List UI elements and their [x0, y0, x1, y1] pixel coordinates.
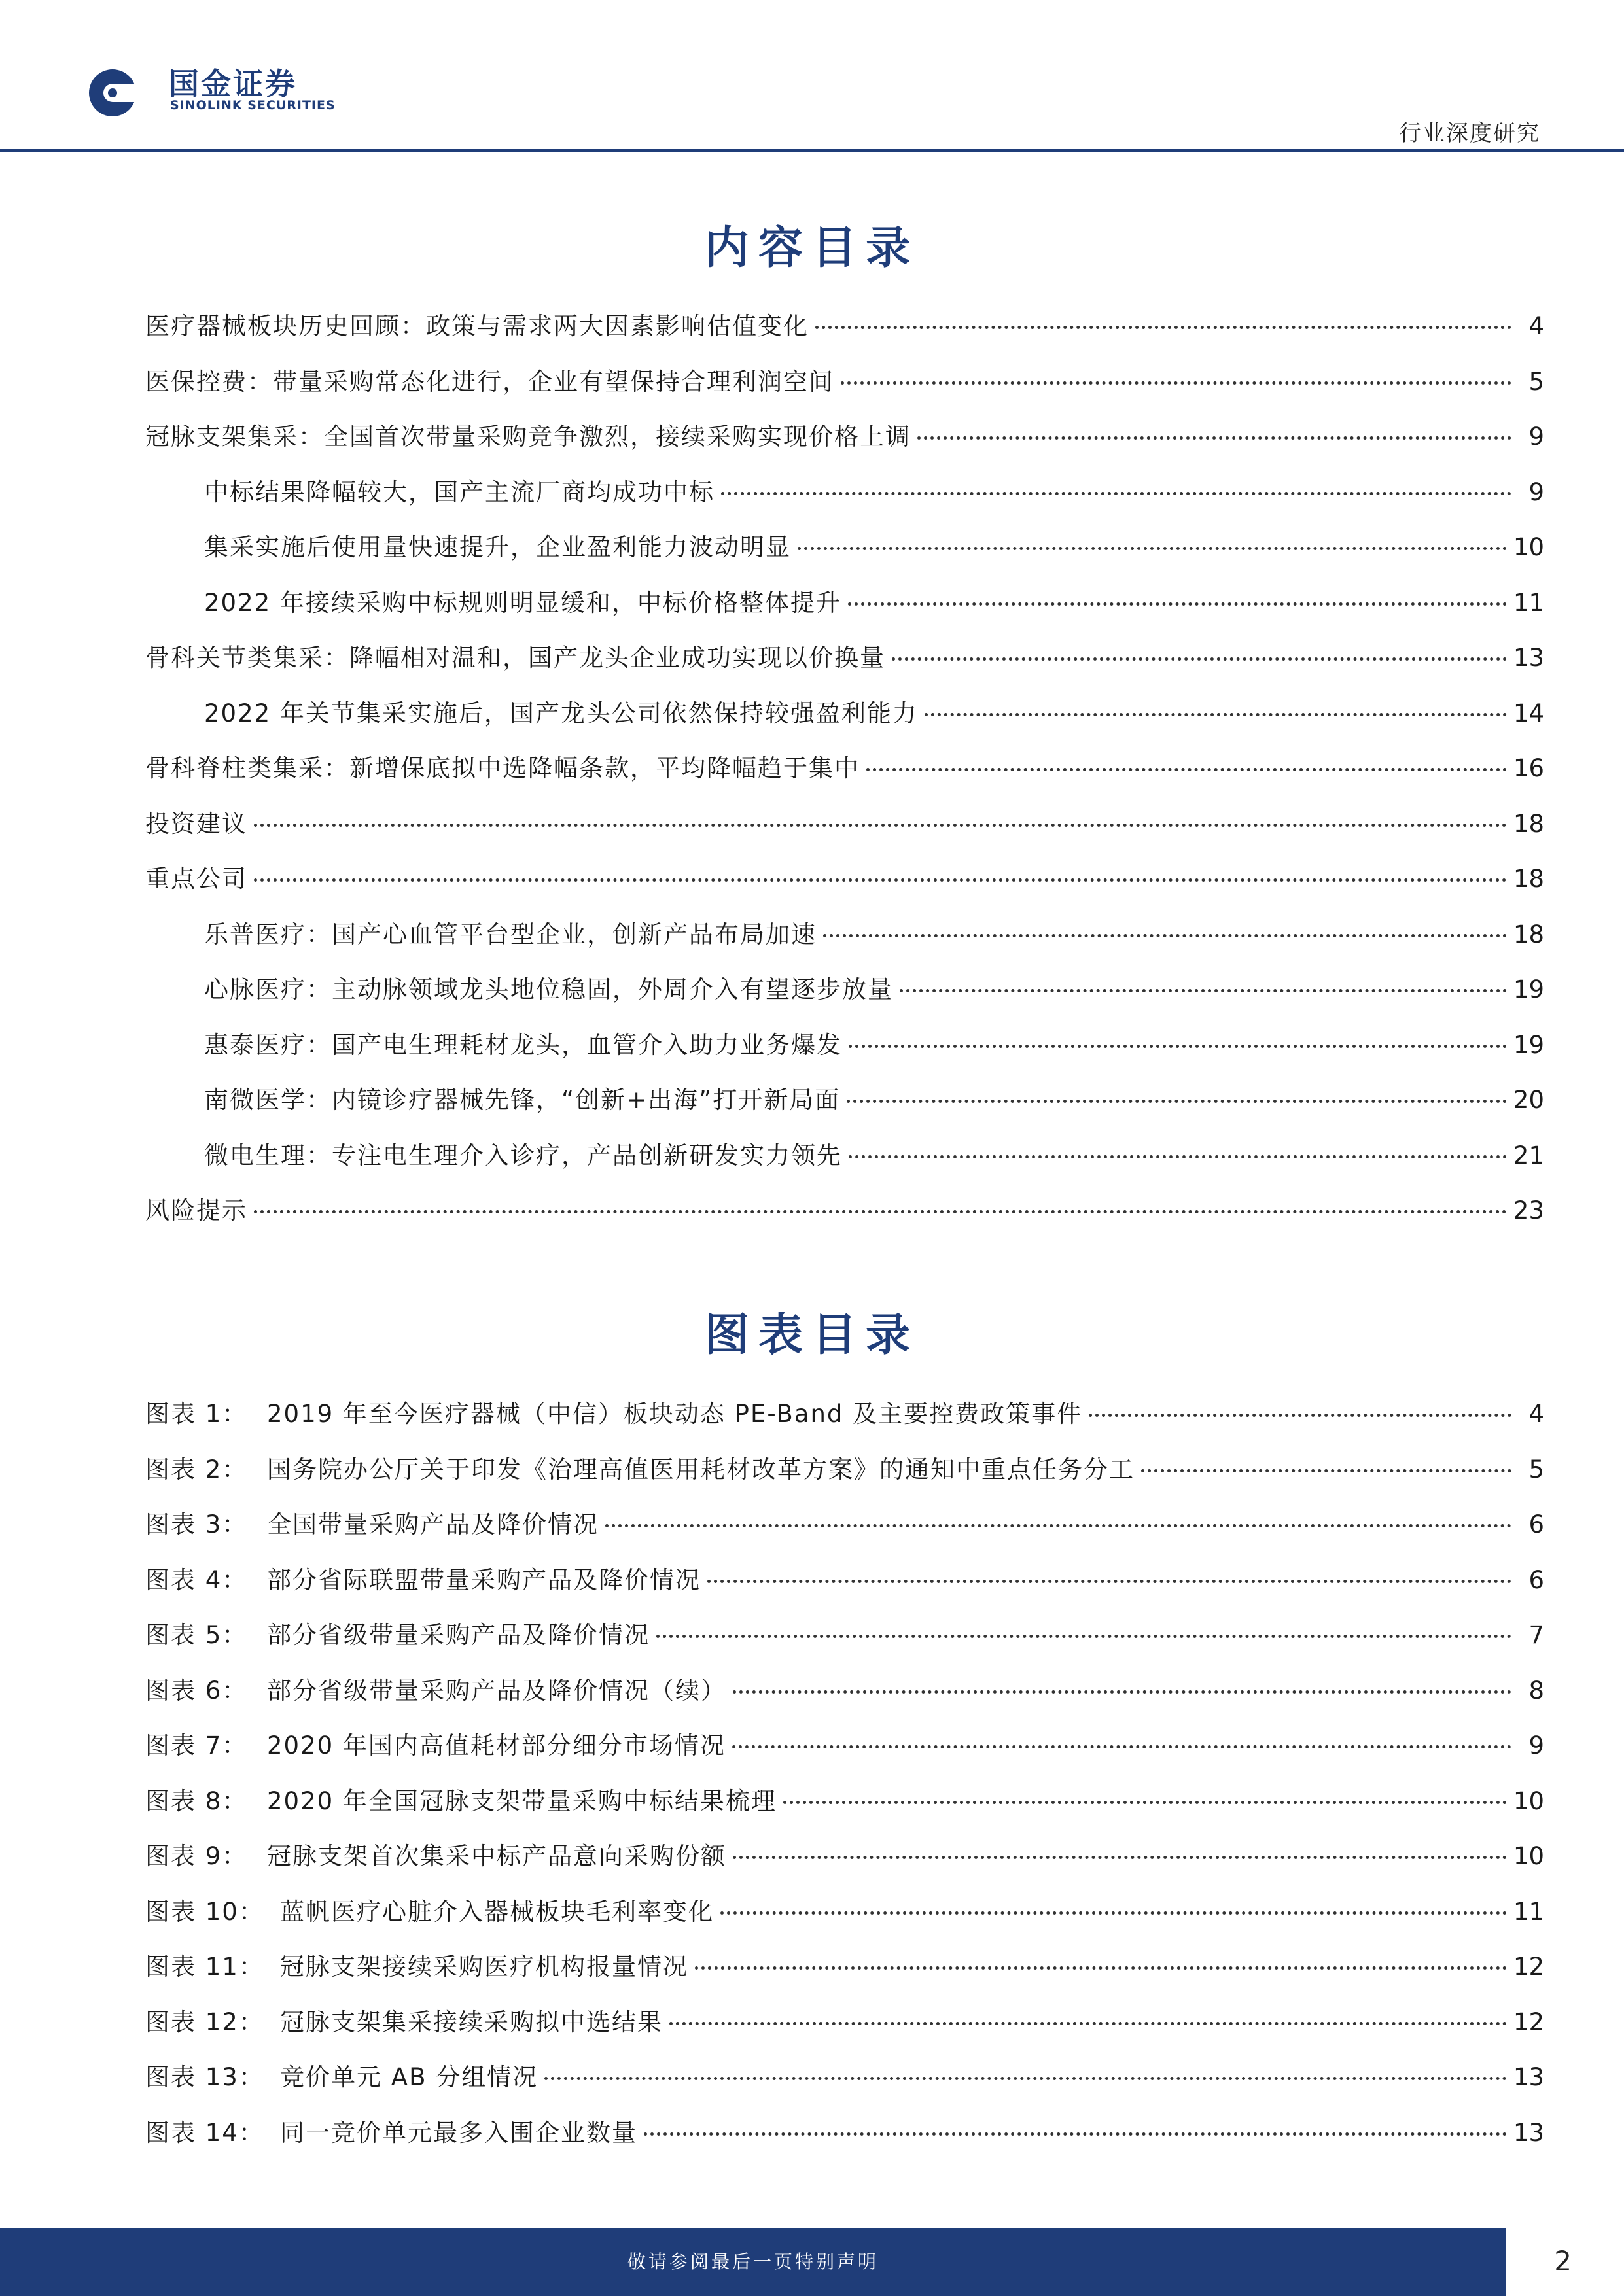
toc-entry-text: 中标结果降幅较大，国产主流厂商均成功中标: [204, 478, 715, 506]
toc-entry-page: 18: [1513, 920, 1544, 948]
toc-entry-text: 2022 年接续采购中标规则明显缓和，中标价格整体提升: [204, 588, 841, 617]
figure-entry[interactable]: [145, 2002, 1544, 2058]
toc-entry[interactable]: [145, 362, 1544, 417]
dot-leader: [848, 602, 1507, 606]
figures-list: [145, 1394, 1544, 2168]
toc-entry-page: 21: [1513, 1141, 1544, 1170]
figure-entry-page: 10: [1513, 1786, 1544, 1815]
figures-title: 图表目录: [704, 1309, 919, 1361]
figure-entry-page: 6: [1528, 1565, 1544, 1594]
toc-entry-page: 10: [1513, 533, 1544, 561]
figure-entry-text: 2020 年全国冠脉支架带量采购中标结果梳理: [267, 1786, 777, 1815]
dot-leader: [733, 1856, 1507, 1859]
dot-leader: [823, 934, 1507, 937]
toc-entry-text: 骨科脊柱类集采：新增保底拟中选降幅条款，平均降幅趋于集中: [145, 754, 860, 782]
figure-entry-page: 12: [1513, 1953, 1544, 1981]
toc-entry-page: 4: [1528, 312, 1544, 340]
toc-entry-text: 惠泰医疗：国产电生理耗材龙头，血管介入助力业务爆发: [204, 1030, 842, 1059]
dot-leader: [732, 1745, 1511, 1748]
figure-entry-page: 4: [1528, 1400, 1544, 1428]
toc-subentry[interactable]: [145, 693, 1544, 749]
toc-entry-page: 9: [1528, 478, 1544, 506]
figure-label: 图表 5：: [145, 1621, 248, 1649]
report-type-label: 行业深度研究: [1399, 120, 1540, 147]
contents-list: [145, 306, 1544, 1246]
toc-entry-page: 20: [1513, 1086, 1544, 1114]
dot-leader: [815, 326, 1511, 329]
figure-entry-text: 蓝帆医疗心脏介入器械板块毛利率变化: [280, 1897, 714, 1926]
logo-english-name: SINOLINK SECURITIES: [170, 98, 336, 113]
dot-leader: [720, 1911, 1507, 1915]
page-footer: [0, 2228, 1624, 2296]
dot-leader: [669, 2022, 1507, 2025]
toc-entry-text: 2022 年关节集采实施后，国产龙头公司依然保持较强盈利能力: [204, 699, 918, 727]
toc-subentry[interactable]: [145, 1136, 1544, 1191]
figure-label: 图表 9：: [145, 1842, 248, 1870]
figure-entry-text: 同一竞价单元最多入围企业数量: [280, 2118, 637, 2147]
figure-label: 图表 8：: [145, 1786, 248, 1815]
figure-entry-text: 部分省级带量采购产品及降价情况（续）: [267, 1676, 726, 1705]
dot-leader: [1141, 1469, 1511, 1472]
toc-entry-page: 16: [1513, 754, 1544, 782]
toc-entry-text: 医保控费：带量采购常态化进行，企业有望保持合理利润空间: [145, 367, 834, 396]
dot-leader: [254, 878, 1507, 882]
dot-leader: [544, 2077, 1507, 2080]
figure-entry-text: 部分省级带量采购产品及降价情况: [267, 1621, 650, 1649]
toc-entry-text: 骨科关节类集采：降幅相对温和，国产龙头企业成功实现以价换量: [145, 644, 885, 672]
dot-leader: [892, 657, 1507, 661]
toc-entry-text: 冠脉支架集采：全国首次带量采购竞争激烈，接续采购实现价格上调: [145, 423, 911, 451]
figure-entry-page: 13: [1513, 2118, 1544, 2147]
figure-label: 图表 3：: [145, 1510, 248, 1539]
dot-leader: [917, 436, 1511, 440]
figure-entry-page: 7: [1528, 1621, 1544, 1649]
toc-entry[interactable]: [145, 1191, 1544, 1246]
dot-leader: [721, 492, 1511, 495]
toc-entry-page: 11: [1513, 588, 1544, 617]
figure-entry-text: 冠脉支架首次集采中标产品意向采购份额: [267, 1842, 726, 1870]
figure-entry-text: 全国带量采购产品及降价情况: [267, 1510, 599, 1539]
toc-entry-text: 南微医学：内镜诊疗器械先锋，“创新+出海”打开新局面: [204, 1086, 841, 1114]
dot-leader: [605, 1524, 1511, 1527]
figure-entry-page: 12: [1513, 2008, 1544, 2036]
figure-label: 图表 10：: [145, 1897, 264, 1926]
dot-leader: [900, 989, 1507, 992]
figure-entry-page: 5: [1528, 1455, 1544, 1484]
toc-entry-page: 18: [1513, 809, 1544, 838]
dot-leader: [841, 381, 1511, 385]
figure-entry-page: 6: [1528, 1510, 1544, 1539]
dot-leader: [695, 1966, 1507, 1970]
footer-disclaimer: 敬请参阅最后一页特别声明: [627, 2251, 879, 2272]
toc-subentry[interactable]: [145, 472, 1544, 528]
toc-entry-text: 乐普医疗：国产心血管平台型企业，创新产品布局加速: [204, 920, 817, 948]
dot-leader: [644, 2132, 1507, 2136]
dot-leader: [1089, 1414, 1511, 1417]
figure-entry-page: 10: [1513, 1842, 1544, 1870]
figure-entry[interactable]: [145, 1892, 1544, 1947]
figure-label: 图表 13：: [145, 2063, 264, 2091]
toc-entry[interactable]: [145, 804, 1544, 860]
toc-entry[interactable]: [145, 306, 1544, 362]
dot-leader: [783, 1801, 1507, 1804]
figure-entry[interactable]: [145, 1671, 1544, 1726]
header-divider: [0, 149, 1624, 152]
figure-entry[interactable]: [145, 1726, 1544, 1781]
toc-entry-text: 医疗器械板块历史回顾：政策与需求两大因素影响估值变化: [145, 312, 809, 340]
figure-entry[interactable]: [145, 1947, 1544, 2002]
figure-entry-page: 13: [1513, 2063, 1544, 2091]
toc-entry[interactable]: [145, 638, 1544, 693]
figure-entry-page: 9: [1528, 1731, 1544, 1760]
figure-entry-text: 国务院办公厅关于印发《治理高值医用耗材改革方案》的通知中重点任务分工: [267, 1455, 1135, 1484]
figure-entry[interactable]: [145, 1505, 1544, 1560]
dot-leader: [707, 1580, 1511, 1583]
figure-entry-text: 2019 年至今医疗器械（中信）板块动态 PE-Band 及主要控费政策事件: [267, 1400, 1083, 1428]
figure-entry-page: 8: [1528, 1676, 1544, 1705]
page-header: [0, 0, 1624, 152]
figure-entry-text: 部分省际联盟带量采购产品及降价情况: [267, 1565, 701, 1594]
figure-entry[interactable]: [145, 1450, 1544, 1505]
dot-leader: [866, 768, 1507, 771]
dot-leader: [254, 824, 1507, 827]
toc-entry[interactable]: [145, 859, 1544, 914]
toc-entry[interactable]: [145, 417, 1544, 472]
figure-label: 图表 11：: [145, 1953, 264, 1981]
figure-label: 图表 6：: [145, 1676, 248, 1705]
toc-entry-page: 9: [1528, 423, 1544, 451]
toc-entry-page: 14: [1513, 699, 1544, 727]
dot-leader: [849, 1155, 1507, 1158]
dot-leader: [656, 1635, 1511, 1638]
toc-entry-text: 微电生理：专注电生理介入诊疗，产品创新研发实力领先: [204, 1141, 842, 1170]
page-number: 2: [1554, 2245, 1572, 2277]
toc-subentry[interactable]: [145, 583, 1544, 638]
figure-entry[interactable]: [145, 1781, 1544, 1837]
dot-leader: [847, 1100, 1507, 1103]
toc-entry-page: 19: [1513, 1030, 1544, 1059]
toc-subentry[interactable]: [145, 1025, 1544, 1081]
dot-leader: [798, 547, 1507, 550]
toc-entry-text: 风险提示: [145, 1196, 247, 1225]
figure-entry[interactable]: [145, 1394, 1544, 1450]
figure-entry[interactable]: [145, 1615, 1544, 1671]
figure-entry[interactable]: [145, 1560, 1544, 1616]
toc-entry-text: 心脉医疗：主动脉领域龙头地位稳固，外周介入有望逐步放量: [204, 975, 893, 1003]
figure-entry[interactable]: [145, 2113, 1544, 2168]
contents-title: 内容目录: [704, 222, 919, 274]
toc-entry-page: 18: [1513, 865, 1544, 893]
footer-bar: [0, 2228, 1506, 2296]
sinolink-logo-icon: [86, 65, 160, 120]
figure-label: 图表 14：: [145, 2118, 264, 2147]
toc-entry-text: 集采实施后使用量快速提升，企业盈利能力波动明显: [204, 533, 791, 561]
toc-entry-page: 5: [1528, 367, 1544, 396]
toc-subentry[interactable]: [145, 969, 1544, 1025]
figure-entry[interactable]: [145, 2057, 1544, 2113]
figure-entry-text: 冠脉支架集采接续采购拟中选结果: [280, 2008, 663, 2036]
dot-leader: [849, 1045, 1507, 1048]
toc-entry-text: 重点公司: [145, 865, 247, 893]
toc-subentry[interactable]: [145, 1080, 1544, 1136]
dot-leader: [925, 713, 1507, 716]
dot-leader: [254, 1210, 1507, 1213]
toc-entry-page: 13: [1513, 644, 1544, 672]
figure-label: 图表 7：: [145, 1731, 248, 1760]
toc-entry[interactable]: [145, 748, 1544, 804]
figure-entry[interactable]: [145, 1836, 1544, 1892]
figure-entry-text: 竞价单元 AB 分组情况: [280, 2063, 538, 2091]
figure-label: 图表 1：: [145, 1400, 248, 1428]
figure-entry-text: 2020 年国内高值耗材部分细分市场情况: [267, 1731, 726, 1760]
toc-subentry[interactable]: [145, 914, 1544, 970]
figure-label: 图表 12：: [145, 2008, 264, 2036]
toc-entry-text: 投资建议: [145, 809, 247, 838]
figure-label: 图表 4：: [145, 1565, 248, 1594]
dot-leader: [733, 1690, 1511, 1694]
toc-subentry[interactable]: [145, 527, 1544, 583]
toc-entry-page: 19: [1513, 975, 1544, 1003]
logo-chinese-name: 国金证券: [169, 66, 297, 101]
toc-entry-page: 23: [1513, 1196, 1544, 1225]
figure-entry-page: 11: [1513, 1897, 1544, 1926]
figure-label: 图表 2：: [145, 1455, 248, 1484]
figure-entry-text: 冠脉支架接续采购医疗机构报量情况: [280, 1953, 688, 1981]
